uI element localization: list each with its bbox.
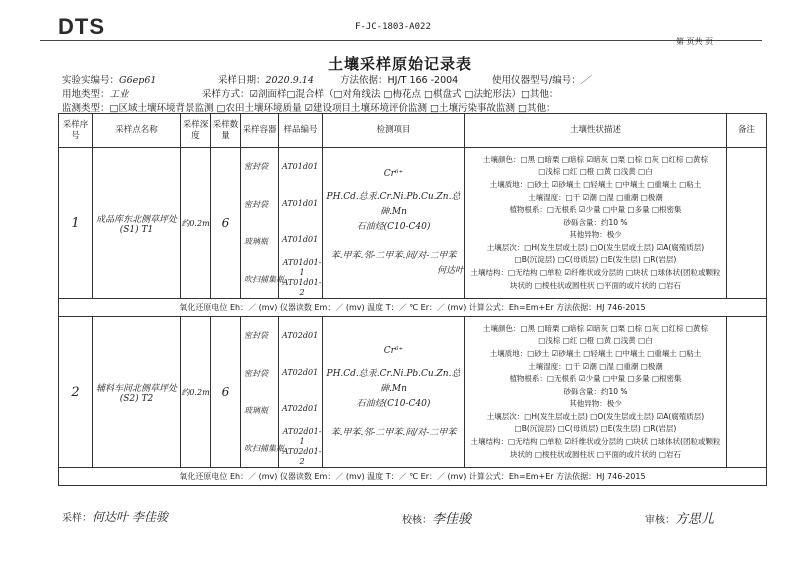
lab-number-label: 实验实编号： bbox=[62, 75, 120, 86]
method-basis: 方法依据：HJ/T 166 -2004 bbox=[340, 75, 459, 86]
col-container: 采样容器 bbox=[241, 114, 279, 148]
eh-line: 氧化还原电位 Eh：／ (mv) 仪器读数 Em：／ (mv) 温度 T：／ ℃ Er：／ (mv) 计算公式：Eh=Em+Er 方法依据：HJ 746-2015 bbox=[59, 299, 767, 317]
soil-description bbox=[465, 317, 727, 468]
sample-id-3: AT01d01 bbox=[282, 235, 319, 245]
instrument-value: ／ bbox=[580, 75, 591, 86]
desc-line: 块状的 □棱柱状或圆柱状 □平面的或片状的 □岩石 bbox=[510, 280, 681, 290]
desc-line: 土壤颜色：□黑 □暗栗 □暗棕 ☑暗灰 □栗 □棕 □灰 □红棕 □黄棕 bbox=[483, 154, 708, 164]
desc-line: □浅棕 □红 □橙 □黄 □浅黄 □白 bbox=[538, 336, 653, 346]
row-count: 6 bbox=[211, 317, 241, 468]
page-number: 第 页共 页 bbox=[676, 37, 714, 46]
desc-line: 土壤质地：□砂土 ☑砂壤土 □轻壤土 □中壤土 □重壤土 □粘土 bbox=[489, 179, 702, 189]
sampling-date bbox=[218, 72, 314, 86]
container-4: 吹扫捕集瓶 bbox=[244, 443, 284, 453]
checker bbox=[402, 508, 471, 527]
desc-line: 土壤结构：□无结构 □单粒 ☑纤维状或分层的 □块状 □球体状(团粒或颗粒 bbox=[470, 268, 721, 278]
desc-line: 土壤结构：□无结构 □单粒 ☑纤维状或分层的 □块状 □球体状(团粒或颗粒 bbox=[470, 437, 721, 447]
instrument-label: 使用仪器型号/编号： bbox=[492, 75, 581, 86]
desc-line: 土壤质地：□砂土 ☑砂壤土 □轻壤土 □中壤土 □重壤土 □粘土 bbox=[489, 348, 702, 358]
container-2: 密封袋 bbox=[244, 199, 268, 209]
sample-id-4: AT02d01-1 AT02d01-2 bbox=[282, 427, 322, 467]
test-item-3: 石油烃(C10-C40) bbox=[356, 222, 431, 232]
col-sample-id: 样品编号 bbox=[279, 114, 323, 148]
test-item-4: 苯.甲苯.邻-二甲苯.间/对-二甲苯 bbox=[330, 427, 457, 438]
desc-line: □B(沉淀层) □C(母质层) □E(发生层) □R(岩层) bbox=[514, 424, 677, 434]
monitor-type: 监测类型：□区域土壤环境背景监测 □农田土壤环境质量 ☑建设项目土壤环境评价监测 □土壤污染事故监测 □其他： bbox=[62, 103, 556, 114]
container-1: 密封袋 bbox=[244, 162, 268, 172]
sampling-date-value: 2020.9.14 bbox=[265, 75, 314, 86]
row-depth: 约0.2m bbox=[181, 317, 211, 468]
test-item-extra: 何达叶 bbox=[436, 266, 464, 276]
desc-line: □B(沉淀层) □C(母质层) □E(发生层) □R(岩层) bbox=[514, 255, 677, 265]
header-row bbox=[59, 114, 767, 148]
col-test-items: 检测项目 bbox=[323, 114, 465, 148]
desc-line: 植物根系：□无根系 ☑少量 □中量 □多量 □根密集 bbox=[509, 205, 682, 215]
col-soil-desc: 土壤性状描述 bbox=[465, 114, 727, 148]
test-items bbox=[323, 148, 465, 299]
container-4: 吹扫捕集瓶 bbox=[244, 274, 284, 284]
test-item-1: Cr⁶⁺ bbox=[383, 169, 404, 179]
checker-signature: 李佳骏 bbox=[432, 512, 472, 527]
page-title: 土壤采样原始记录表 bbox=[327, 55, 472, 73]
sample-id-3: AT02d01 bbox=[282, 404, 319, 414]
sample-id-2: AT02d01 bbox=[282, 367, 319, 377]
desc-line: 块状的 □棱柱状或圆柱状 □平面的或片状的 □岩石 bbox=[510, 449, 681, 459]
sampling-record-table bbox=[58, 113, 767, 486]
soil-description bbox=[465, 148, 727, 299]
reviewer-label: 审核： bbox=[645, 515, 675, 526]
test-item-1: Cr⁶⁺ bbox=[383, 345, 404, 356]
test-item-3: 石油烃(C10-C40) bbox=[356, 398, 431, 409]
sampler-label: 采样： bbox=[62, 513, 92, 524]
form-code: F-JC-1803-A022 bbox=[355, 22, 431, 32]
sampling-date-label: 采样日期： bbox=[218, 75, 266, 86]
row-count: 6 bbox=[211, 148, 241, 299]
checker-label: 校核： bbox=[402, 515, 432, 526]
desc-line: 土壤湿度：□干 ☑潮 □湿 □重潮 □极潮 bbox=[528, 192, 663, 202]
col-seq: 采样序号 bbox=[59, 114, 93, 148]
row-remark bbox=[727, 317, 767, 468]
reviewer bbox=[645, 508, 714, 527]
row-seq: 2 bbox=[59, 317, 93, 468]
table-row bbox=[59, 148, 767, 299]
reviewer-signature: 方思儿 bbox=[675, 512, 715, 527]
desc-line: 土壤层次：□H(发生层或土层) □O(发生层或土层) ☑A(腐殖质层) bbox=[486, 411, 705, 421]
land-use-value: 工业 bbox=[109, 89, 129, 100]
header-rule bbox=[40, 40, 762, 41]
container-3: 玻璃瓶 bbox=[244, 406, 268, 416]
test-item-2: PH.Cd.总汞.Cr.Ni.Pb.Cu.Zn.总砷.Mn bbox=[326, 192, 461, 217]
sampler-signature: 何达叶 李佳骏 bbox=[92, 510, 168, 524]
desc-line: □浅棕 □红 □橙 □黄 □浅黄 □白 bbox=[538, 167, 653, 177]
sampler bbox=[62, 508, 168, 525]
desc-line: 砂砾含量：约10 % bbox=[563, 217, 628, 227]
lab-number bbox=[62, 72, 156, 86]
instrument bbox=[492, 72, 590, 86]
desc-line: 土壤颜色：□黑 □暗栗 □暗棕 ☑暗灰 □栗 □棕 □灰 □红棕 □黄棕 bbox=[483, 323, 708, 333]
desc-line: 土壤湿度：□干 ☑潮 □湿 □重潮 □极潮 bbox=[528, 361, 663, 371]
container-2: 密封袋 bbox=[244, 368, 268, 378]
sample-id-2: AT01d01 bbox=[282, 198, 319, 208]
container-1: 密封袋 bbox=[244, 331, 268, 341]
desc-line: 砂砾含量：约10 % bbox=[563, 386, 628, 396]
test-item-4: 苯.甲苯.邻-二甲苯.间/对-二甲苯 bbox=[330, 251, 457, 261]
land-use-label: 用地类型： bbox=[62, 89, 110, 100]
desc-line: 其他异物：极少 bbox=[569, 399, 622, 409]
row-depth: 约0.2m bbox=[181, 148, 211, 299]
col-count: 采样数量 bbox=[211, 114, 241, 148]
eh-row bbox=[59, 468, 767, 486]
sampling-method: 采样方式：☑剖面样□混合样（□对角线法 □梅花点 □棋盘式 □法蛇形法）□其他： bbox=[202, 89, 559, 100]
eh-row bbox=[59, 299, 767, 317]
land-use bbox=[62, 86, 129, 100]
row-site: 辅料车间北侧草坪处(S2) T2 bbox=[93, 317, 181, 468]
eh-line: 氧化还原电位 Eh：／ (mv) 仪器读数 Em：／ (mv) 温度 T：／ ℃ Er：／ (mv) 计算公式：Eh=Em+Er 方法依据：HJ 746-2015 bbox=[59, 468, 767, 486]
col-site: 采样点名称 bbox=[93, 114, 181, 148]
desc-line: 土壤层次：□H(发生层或土层) □O(发生层或土层) ☑A(腐殖质层) bbox=[486, 242, 705, 252]
col-depth: 采样深度 bbox=[181, 114, 211, 148]
test-items bbox=[323, 317, 465, 468]
container-3: 玻璃瓶 bbox=[244, 237, 268, 247]
lab-number-value: G6ep61 bbox=[119, 75, 157, 86]
desc-line: 其他异物：极少 bbox=[569, 230, 622, 240]
sample-id-1: AT02d01 bbox=[282, 330, 319, 340]
dts-logo: DTS bbox=[58, 14, 105, 39]
test-item-2: PH.Cd.总汞.Cr.Ni.Pb.Cu.Zn.总砷.Mn bbox=[326, 368, 461, 394]
row-site: 成品库东北侧草坪处(S1) T1 bbox=[93, 148, 181, 299]
col-remark: 备注 bbox=[727, 114, 767, 148]
row-seq: 1 bbox=[59, 148, 93, 299]
row-remark bbox=[727, 148, 767, 299]
sample-id-1: AT01d01 bbox=[282, 161, 319, 171]
desc-line: 植物根系：□无根系 ☑少量 □中量 □多量 □根密集 bbox=[509, 374, 682, 384]
sample-id-4: AT01d01-1 AT01d01-2 bbox=[282, 258, 322, 298]
table-row bbox=[59, 317, 767, 468]
